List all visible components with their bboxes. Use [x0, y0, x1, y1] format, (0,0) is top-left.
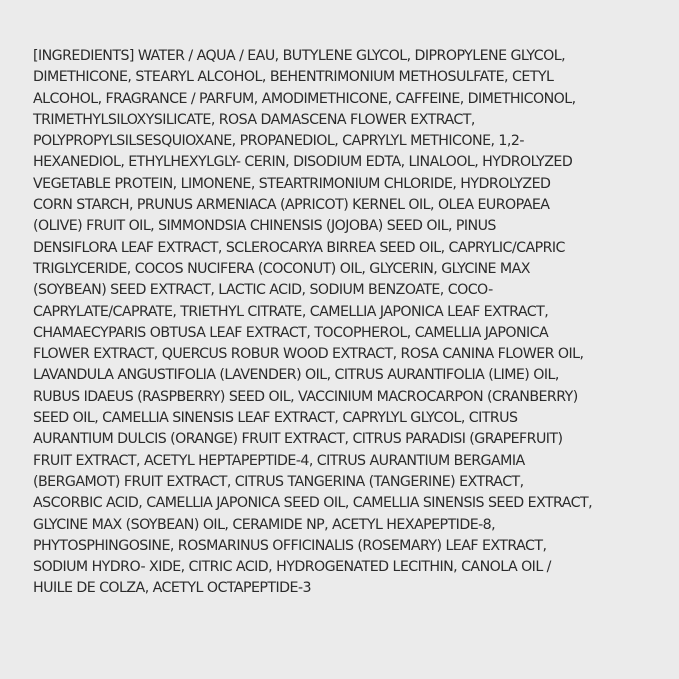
- ingredients-line: AURANTIUM DULCIS (ORANGE) FRUIT EXTRACT, CITRUS PARADISI (GRAPEFRUIT): [33, 431, 563, 448]
- ingredients-line: SODIUM HYDRO- XIDE, CITRIC ACID, HYDROGENATED LECITHIN, CANOLA OIL /: [33, 559, 551, 576]
- ingredients-line: VEGETABLE PROTEIN, LIMONENE, STEARTRIMONIUM CHLORIDE, HYDROLYZED: [33, 175, 551, 192]
- ingredients-line: FLOWER EXTRACT, QUERCUS ROBUR WOOD EXTRACT, ROSA CANINA FLOWER OIL,: [33, 346, 584, 363]
- ingredients-line: LAVANDULA ANGUSTIFOLIA (LAVENDER) OIL, CITRUS AURANTIFOLIA (LIME) OIL,: [33, 367, 559, 384]
- ingredients-line: HEXANEDIOL, ETHYLHEXYLGLY- CERIN, DISODIUM EDTA, LINALOOL, HYDROLYZED: [33, 154, 573, 171]
- ingredients-line: TRIGLYCERIDE, COCOS NUCIFERA (COCONUT) OIL, GLYCERIN, GLYCINE MAX: [33, 260, 530, 277]
- ingredients-list: [33, 46, 653, 600]
- ingredients-line: TRIMETHYLSILOXYSILICATE, ROSA DAMASCENA FLOWER EXTRACT,: [33, 111, 475, 128]
- ingredients-line: DIMETHICONE, STEARYL ALCOHOL, BEHENTRIMONIUM METHOSULFATE, CETYL: [33, 69, 554, 86]
- ingredients-line: POLYPROPYLSILSESQUIOXANE, PROPANEDIOL, CAPRYLYL METHICONE, 1,2-: [33, 133, 524, 150]
- ingredients-line: (SOYBEAN) SEED EXTRACT, LACTIC ACID, SODIUM BENZOATE, COCO-: [33, 282, 493, 299]
- ingredients-line: PHYTOSPHINGOSINE, ROSMARINUS OFFICINALIS (ROSEMARY) LEAF EXTRACT,: [33, 537, 547, 554]
- ingredients-line: FRUIT EXTRACT, ACETYL HEPTAPEPTIDE-4, CITRUS AURANTIUM BERGAMIA: [33, 452, 525, 469]
- ingredients-line: CAPRYLATE/CAPRATE, TRIETHYL CITRATE, CAMELLIA JAPONICA LEAF EXTRACT,: [33, 303, 549, 320]
- ingredients-line: (BERGAMOT) FRUIT EXTRACT, CITRUS TANGERINA (TANGERINE) EXTRACT,: [33, 473, 524, 490]
- ingredients-line: SEED OIL, CAMELLIA SINENSIS LEAF EXTRACT, CAPRYLYL GLYCOL, CITRUS: [33, 410, 518, 427]
- ingredients-line: CORN STARCH, PRUNUS ARMENIACA (APRICOT) KERNEL OIL, OLEA EUROPAEA: [33, 197, 550, 214]
- ingredients-line: ASCORBIC ACID, CAMELLIA JAPONICA SEED OIL, CAMELLIA SINENSIS SEED EXTRACT,: [33, 495, 593, 512]
- ingredients-line: GLYCINE MAX (SOYBEAN) OIL, CERAMIDE NP, ACETYL HEXAPEPTIDE-8,: [33, 516, 496, 533]
- ingredients-line: CHAMAECYPARIS OBTUSA LEAF EXTRACT, TOCOPHEROL, CAMELLIA JAPONICA: [33, 324, 549, 341]
- ingredients-line: HUILE DE COLZA, ACETYL OCTAPEPTIDE-3: [33, 580, 312, 597]
- ingredients-line: (OLIVE) FRUIT OIL, SIMMONDSIA CHINENSIS (JOJOBA) SEED OIL, PINUS: [33, 218, 496, 235]
- ingredients-line: RUBUS IDAEUS (RASPBERRY) SEED OIL, VACCINIUM MACROCARPON (CRANBERRY): [33, 388, 578, 405]
- ingredients-line: DENSIFLORA LEAF EXTRACT, SCLEROCARYA BIRREA SEED OIL, CAPRYLIC/CAPRIC: [33, 239, 565, 256]
- ingredients-line: [INGREDIENTS] WATER / AQUA / EAU, BUTYLENE GLYCOL, DIPROPYLENE GLYCOL,: [33, 48, 566, 64]
- ingredients-line: ALCOHOL, FRAGRANCE / PARFUM, AMODIMETHICONE, CAFFEINE, DIMETHICONOL,: [33, 90, 576, 107]
